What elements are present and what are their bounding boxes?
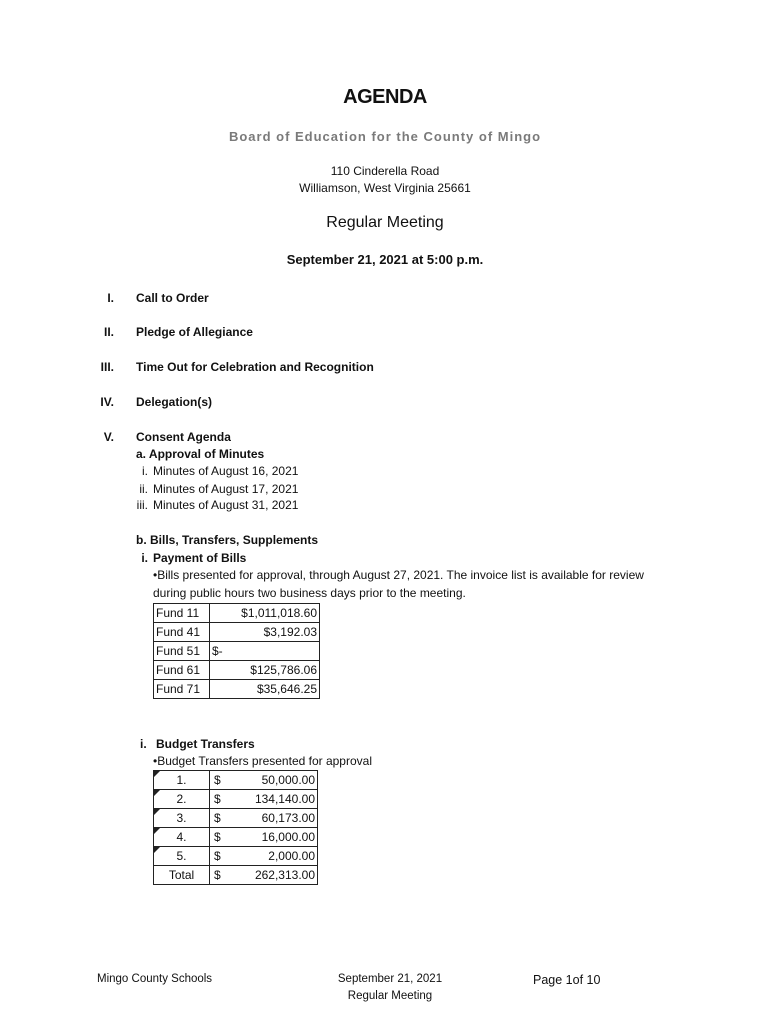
- section-number: V.: [103, 430, 114, 444]
- bills-note-line-1: •Bills presented for approval, through August 27, 2021. The invoice list is available for review: [153, 568, 644, 582]
- fund-name: Fund 11: [154, 604, 210, 623]
- transfer-total-value: 262,313.00: [228, 866, 318, 885]
- footer-date: September 21, 2021: [337, 973, 443, 985]
- cell-marker: [154, 847, 160, 853]
- section-number: III.: [100, 360, 114, 374]
- address-line-1: 110 Cinderella Road: [330, 164, 440, 178]
- transfer-value: 16,000.00: [228, 828, 318, 847]
- transfers-number: i.: [140, 737, 147, 751]
- transfer-currency: $: [210, 790, 229, 809]
- budget-transfers-table: [153, 770, 318, 885]
- fund-amount: $-: [210, 642, 320, 661]
- footer-meeting: Regular Meeting: [347, 990, 433, 1002]
- section-consent-agenda: Consent Agenda: [136, 430, 231, 444]
- meeting-type: Regular Meeting: [326, 214, 444, 231]
- table-row: [154, 623, 320, 642]
- bills-transfers-heading: b. Bills, Transfers, Supplements: [136, 533, 319, 547]
- cell-marker: [154, 790, 160, 796]
- cell-marker: [154, 828, 160, 834]
- transfer-number: 5.: [176, 849, 187, 863]
- section-number: I.: [107, 291, 114, 305]
- table-row: [154, 771, 318, 790]
- approval-of-minutes-heading: a. Approval of Minutes: [136, 447, 265, 461]
- page-title: AGENDA: [343, 86, 427, 108]
- transfer-value: 50,000.00: [228, 771, 318, 790]
- section-pledge: Pledge of Allegiance: [136, 325, 253, 339]
- fund-name: Fund 71: [154, 680, 210, 699]
- minutes-number: iii.: [136, 498, 148, 512]
- table-row: [154, 847, 318, 866]
- transfers-note: •Budget Transfers presented for approval: [153, 754, 372, 768]
- table-row-total: [154, 866, 318, 885]
- page-number: Page 1of 10: [533, 973, 601, 987]
- transfer-value: 2,000.00: [228, 847, 318, 866]
- table-row: [154, 661, 320, 680]
- fund-amount: $1,011,018.60: [210, 604, 320, 623]
- transfer-currency: $: [210, 828, 229, 847]
- section-number: II.: [103, 325, 114, 339]
- transfer-total-label: Total: [154, 866, 210, 885]
- fund-amount: $35,646.25: [210, 680, 320, 699]
- fund-table: [153, 603, 320, 699]
- section-number: IV.: [100, 395, 114, 409]
- transfer-value: 60,173.00: [228, 809, 318, 828]
- meeting-date: September 21, 2021 at 5:00 p.m.: [286, 252, 484, 267]
- bills-note-line-2: during public hours two business days prior to the meeting.: [153, 586, 466, 600]
- section-delegations: Delegation(s): [136, 395, 213, 409]
- table-row: [154, 790, 318, 809]
- transfer-number: 4.: [176, 830, 187, 844]
- section-celebration: Time Out for Celebration and Recognition: [136, 360, 374, 374]
- minutes-item: Minutes of August 31, 2021: [153, 498, 299, 512]
- transfer-number: 2.: [176, 792, 187, 806]
- table-row: [154, 828, 318, 847]
- table-row: [154, 680, 320, 699]
- bills-number: i.: [141, 551, 148, 565]
- section-call-to-order: Call to Order: [136, 291, 209, 305]
- minutes-number: i.: [142, 464, 148, 478]
- transfer-value: 134,140.00: [228, 790, 318, 809]
- fund-name: Fund 51: [154, 642, 210, 661]
- address-line-2: Williamson, West Virginia 25661: [299, 181, 471, 195]
- fund-amount: $125,786.06: [210, 661, 320, 680]
- minutes-item: Minutes of August 17, 2021: [153, 482, 299, 496]
- transfer-currency: $: [210, 866, 229, 885]
- board-name: Board of Education for the County of Mingo: [228, 129, 542, 144]
- cell-marker: [154, 771, 160, 777]
- transfer-number: 3.: [176, 811, 187, 825]
- table-row: [154, 809, 318, 828]
- fund-name: Fund 41: [154, 623, 210, 642]
- payment-of-bills-heading: Payment of Bills: [153, 551, 247, 565]
- fund-name: Fund 61: [154, 661, 210, 680]
- transfer-currency: $: [210, 771, 229, 790]
- minutes-item: Minutes of August 16, 2021: [153, 464, 299, 478]
- budget-transfers-heading: Budget Transfers: [156, 737, 255, 751]
- table-row: [154, 604, 320, 623]
- transfer-number: 1.: [176, 773, 187, 787]
- table-row: [154, 642, 320, 661]
- cell-marker: [154, 809, 160, 815]
- minutes-number: ii.: [139, 482, 148, 496]
- transfer-currency: $: [210, 809, 229, 828]
- transfer-currency: $: [210, 847, 229, 866]
- fund-amount: $3,192.03: [210, 623, 320, 642]
- footer-organization: Mingo County Schools: [97, 973, 213, 985]
